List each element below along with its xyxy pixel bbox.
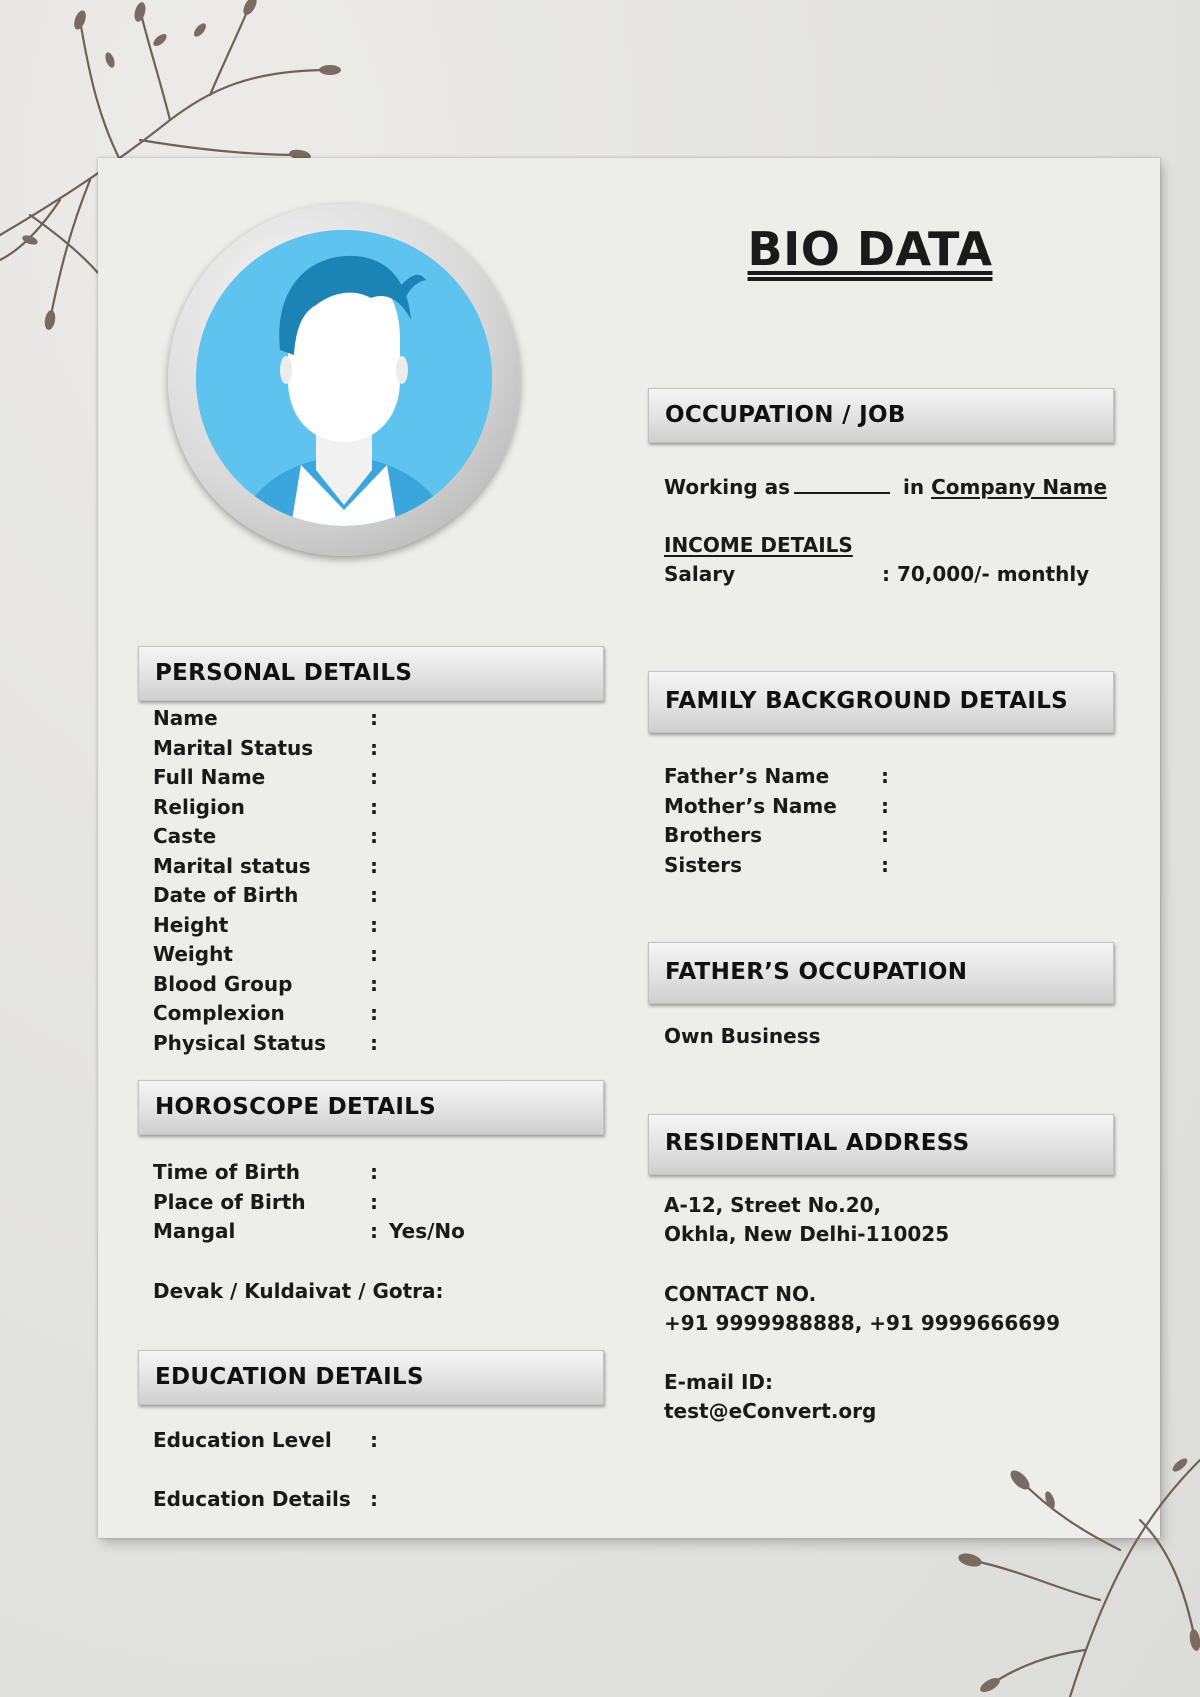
personal-row: Height :	[153, 912, 378, 937]
education-level-colon: :	[370, 1428, 378, 1452]
email-label: E-mail ID:	[664, 1370, 774, 1394]
family-row: Sisters :	[664, 852, 889, 877]
education-level-label: Education Level	[153, 1428, 332, 1452]
horoscope-row: Time of Birth :	[153, 1160, 378, 1184]
in-label: in	[903, 475, 925, 499]
personal-details-list	[153, 706, 553, 1060]
profile-photo	[196, 230, 492, 526]
personal-row: Religion :	[153, 794, 378, 819]
education-details-heading: EDUCATION DETAILS	[155, 1364, 424, 1390]
personal-row: Marital Status :	[153, 735, 378, 760]
contact-label: CONTACT NO.	[664, 1282, 817, 1306]
education-details-label: Education Details	[153, 1487, 351, 1511]
dried-branch-bottom-right	[940, 1420, 1200, 1697]
education-details-colon: :	[370, 1487, 378, 1511]
father-occupation-value: Own Business	[664, 1024, 821, 1048]
gotra-label: Devak / Kuldaivat / Gotra:	[153, 1279, 444, 1303]
personal-row: Name :	[153, 706, 378, 730]
horoscope-row: Mangal : Yes/No	[153, 1219, 465, 1243]
income-details-heading: INCOME DETAILS	[664, 533, 853, 557]
family-details-list	[664, 764, 1084, 882]
family-row: Father’s Name :	[664, 764, 889, 788]
residential-address-header	[648, 1114, 1114, 1175]
address-line-2: Okhla, New Delhi-110025	[664, 1222, 950, 1246]
father-occupation-header	[648, 942, 1114, 1004]
horoscope-row: Place of Birth :	[153, 1189, 378, 1214]
profile-photo-frame	[168, 204, 520, 556]
address-line-1: A-12, Street No.20,	[664, 1193, 882, 1217]
personal-row: Marital status :	[153, 853, 378, 878]
email-value: test@eConvert.org	[664, 1399, 877, 1423]
working-as-label: Working as	[664, 475, 791, 499]
family-background-heading: FAMILY BACKGROUND DETAILS	[665, 688, 1069, 714]
personal-row: Complexion :	[153, 1001, 378, 1025]
personal-row: Full Name :	[153, 765, 378, 789]
salary-value: : 70,000/- monthly	[882, 562, 1090, 586]
company-name: Company Name	[931, 475, 1108, 499]
personal-row: Date of Birth :	[153, 883, 378, 907]
salary-label: Salary	[664, 562, 736, 586]
page-title: BIO DATA	[747, 222, 993, 276]
family-background-header	[648, 671, 1114, 733]
personal-row: Weight :	[153, 942, 378, 966]
personal-details-heading: PERSONAL DETAILS	[155, 660, 413, 686]
working-as-line	[664, 474, 1107, 499]
job-title-blank	[794, 474, 890, 494]
personal-row: Caste :	[153, 824, 378, 848]
father-occupation-heading: FATHER’S OCCUPATION	[665, 959, 968, 985]
personal-row: Blood Group :	[153, 971, 378, 996]
personal-row: Physical Status :	[153, 1030, 378, 1055]
occupation-header	[648, 388, 1114, 443]
family-row: Mother’s Name :	[664, 793, 889, 818]
personal-details-header	[138, 646, 604, 701]
contact-value: +91 9999988888, +91 9999666699	[664, 1311, 1060, 1335]
residential-address-heading: RESIDENTIAL ADDRESS	[665, 1130, 970, 1156]
horoscope-details-header	[138, 1080, 604, 1135]
horoscope-details-list	[153, 1160, 553, 1249]
education-details-header	[138, 1350, 604, 1405]
occupation-heading: OCCUPATION / JOB	[665, 402, 906, 428]
horoscope-details-heading: HOROSCOPE DETAILS	[155, 1094, 437, 1120]
family-row: Brothers :	[664, 823, 889, 847]
avatar-silhouette-icon	[196, 230, 492, 526]
